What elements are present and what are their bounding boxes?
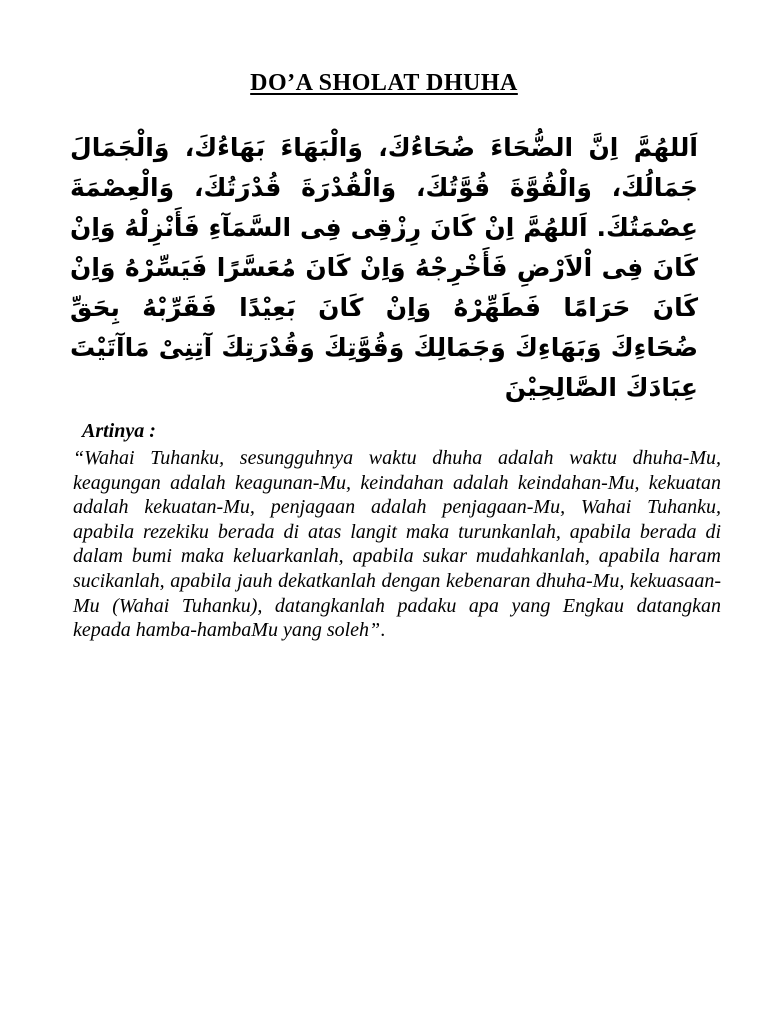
- document-title: [0, 70, 768, 97]
- document-title-text: DO’A SHOLAT DHUHA: [250, 70, 518, 96]
- arabic-prayer-text: اَللهُمَّ اِنَّ الضُّحَاءَ ضُحَاءُكَ، وَالْبَهَاءَ بَهَاءُكَ، وَالْجَمَالَ جَمَالُكَ، وَالْقُوَّةَ قُوَّتُكَ، وَالْقُدْرَةَ قُدْرَتُكَ، وَالْعِصْمَةَ عِصْمَتُكَ. اَللهُمَّ اِنْ كَانَ رِزْقِى فِى السَّمَآءِ فَأَنْزِلْهُ وَاِنْ كَانَ فِى اْلاَرْضِ فَأَخْرِجْهُ وَاِنْ كَانَ مُعَسَّرًا فَيَسِّرْهُ وَاِنْ كَانَ حَرَامًا فَطَهِّرْهُ وَاِنْ كَانَ بَعِيْدًا فَقَرِّبْهُ بِحَقِّ ضُحَاءِكَ وَبَهَاءِكَ وَجَمَالِكَ وَقُوَّتِكَ وَقُدْرَتِكَ آتِنِىْ مَاآتَيْتَ عِبَادَكَ الصَّالِحِيْنَ: [70, 133, 698, 402]
- translation-text: “Wahai Tuhanku, sesungguhnya waktu dhuha adalah waktu dhuha-Mu, keagungan adalah keagunan-Mu, keindahan adalah keindahan-Mu, kekuatan adalah kekuatan-Mu, penjagaan adalah penjagaan-Mu, Wahai Tuhanku, apabila rezekiku berada di atas langit maka turunkanlah, apabila berada di dalam bumi maka keluarkanlah, apabila sukar mudahkanlah, apabila haram sucikanlah, apabila jauh dekatkanlah dengan kebenaran dhuha-Mu, kekuasaan-Mu (Wahai Tuhanku), datangkanlah padaku apa yang Engkau datangkan kepada hamba-hambaMu yang soleh”: [73, 447, 721, 642]
- translation-heading: Artinya :: [82, 420, 156, 442]
- translation-paragraph: [73, 446, 721, 643]
- translation-end-mark: .: [380, 619, 386, 642]
